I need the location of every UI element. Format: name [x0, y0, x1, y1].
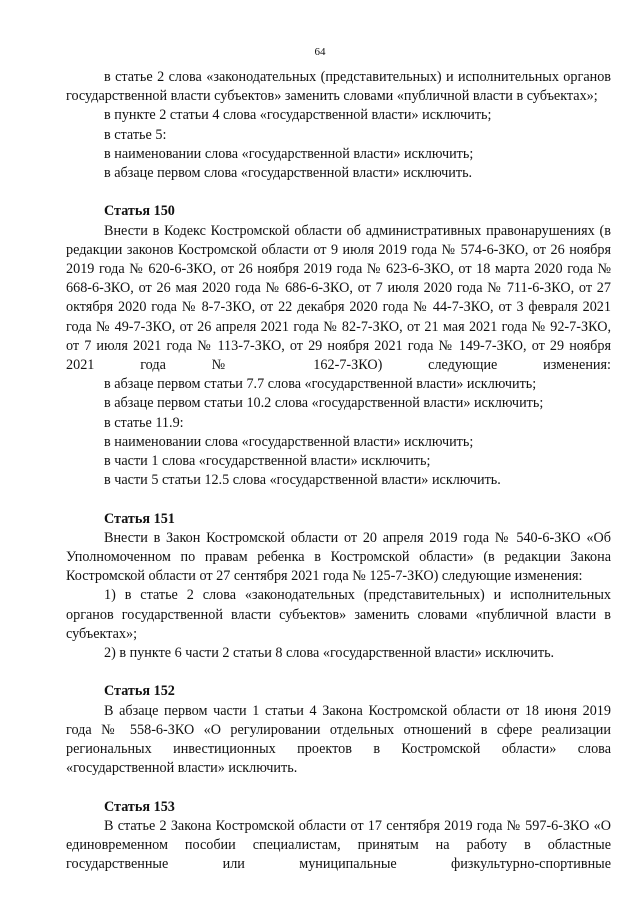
- article-152-text: В абзаце первом части 1 статьи 4 Закона Костромской области от 18 июня 2019 года № 558-6-ЗКО «О регулировании отдельных отношений в сфере реализации региональных инвестиционных проектов в Костромской области» слова «государственной власти» исключить.: [66, 702, 611, 777]
- article-151-item: 2) в пункте 6 части 2 статьи 8 слова «государственной власти» исключить.: [104, 645, 555, 662]
- page-number: 64: [314, 46, 326, 58]
- intro-paragraph: в абзаце первом слова «государственной власти» исключить.: [104, 165, 473, 182]
- article-150-item: в части 1 слова «государственной власти» исключить;: [104, 453, 431, 470]
- article-150-item: в абзаце первом статьи 7.7 слова «государственной власти» исключить;: [104, 376, 537, 393]
- article-152-heading: Статья 152: [104, 683, 175, 700]
- article-150-item: в статье 11.9:: [104, 414, 184, 431]
- article-150-item: в части 5 статьи 12.5 слова «государственной власти» исключить.: [104, 472, 501, 489]
- intro-paragraph: в статье 5:: [104, 126, 167, 143]
- intro-paragraph: в наименовании слова «государственной власти» исключить;: [104, 145, 474, 162]
- article-150-text: Внести в Кодекс Костромской области об административных правонарушениях (в редакции законов Костромской области от 9 июля 2019 года № 574-6-ЗКО, от 26 ноября 2019 года № 620-6-ЗКО, от 26 ноября 2019 года № 623-6-ЗКО, от 18 марта 2020 года № 668-6-ЗКО, от 26 мая 2020 года № 686-6-ЗКО, от 7 июля 2020 года № 711-6-ЗКО, от 27 октября 2020 года № 8-7-ЗКО, от 22 декабря 2020 года № 44-7-ЗКО, от 3 февраля 2021 года № 49-7-ЗКО, от 26 апреля 2021 года № 82-7-ЗКО, от 21 мая 2021 года № 92-7-ЗКО, от 7 июля 2021 года № 113-7-ЗКО, от 29 ноября 2021 года № 149-7-ЗКО, от 29 ноября 2021 года № 162-7-ЗКО) следующие изменения:: [66, 222, 611, 374]
- article-153-heading: Статья 153: [104, 798, 175, 815]
- intro-paragraph: в пункте 2 статьи 4 слова «государственной власти» исключить;: [104, 107, 492, 124]
- article-151-item: 1) в статье 2 слова «законодательных (представительных) и исполнительных органов государственной власти субъектов» заменить словами «публичной власти в субъектах»;: [66, 587, 611, 642]
- article-151-heading: Статья 151: [104, 510, 175, 527]
- article-150-item: в абзаце первом статьи 10.2 слова «государственной власти» исключить;: [104, 395, 544, 412]
- article-150-heading: Статья 150: [104, 203, 175, 220]
- article-153-text: В статье 2 Закона Костромской области от 17 сентября 2019 года № 597-6-ЗКО «О единовременном пособии специалистам, принятым на работу в областные государственные или муниципальные физкультурно-спортивные: [66, 817, 611, 873]
- intro-paragraph: в статье 2 слова «законодательных (представительных) и исполнительных органов государственной власти субъектов» заменить словами «публичной власти в субъектах»;: [66, 69, 611, 105]
- article-151-text: Внести в Закон Костромской области от 20 апреля 2019 года № 540-6-ЗКО «Об Уполномоченном по правам ребенка в Костромской области» (в редакции Закона Костромской области от 27 сентября 2021 года № 125-7-ЗКО) следующие изменения:: [66, 529, 611, 585]
- article-150-item: в наименовании слова «государственной власти» исключить;: [104, 433, 474, 450]
- document-body: [66, 68, 611, 874]
